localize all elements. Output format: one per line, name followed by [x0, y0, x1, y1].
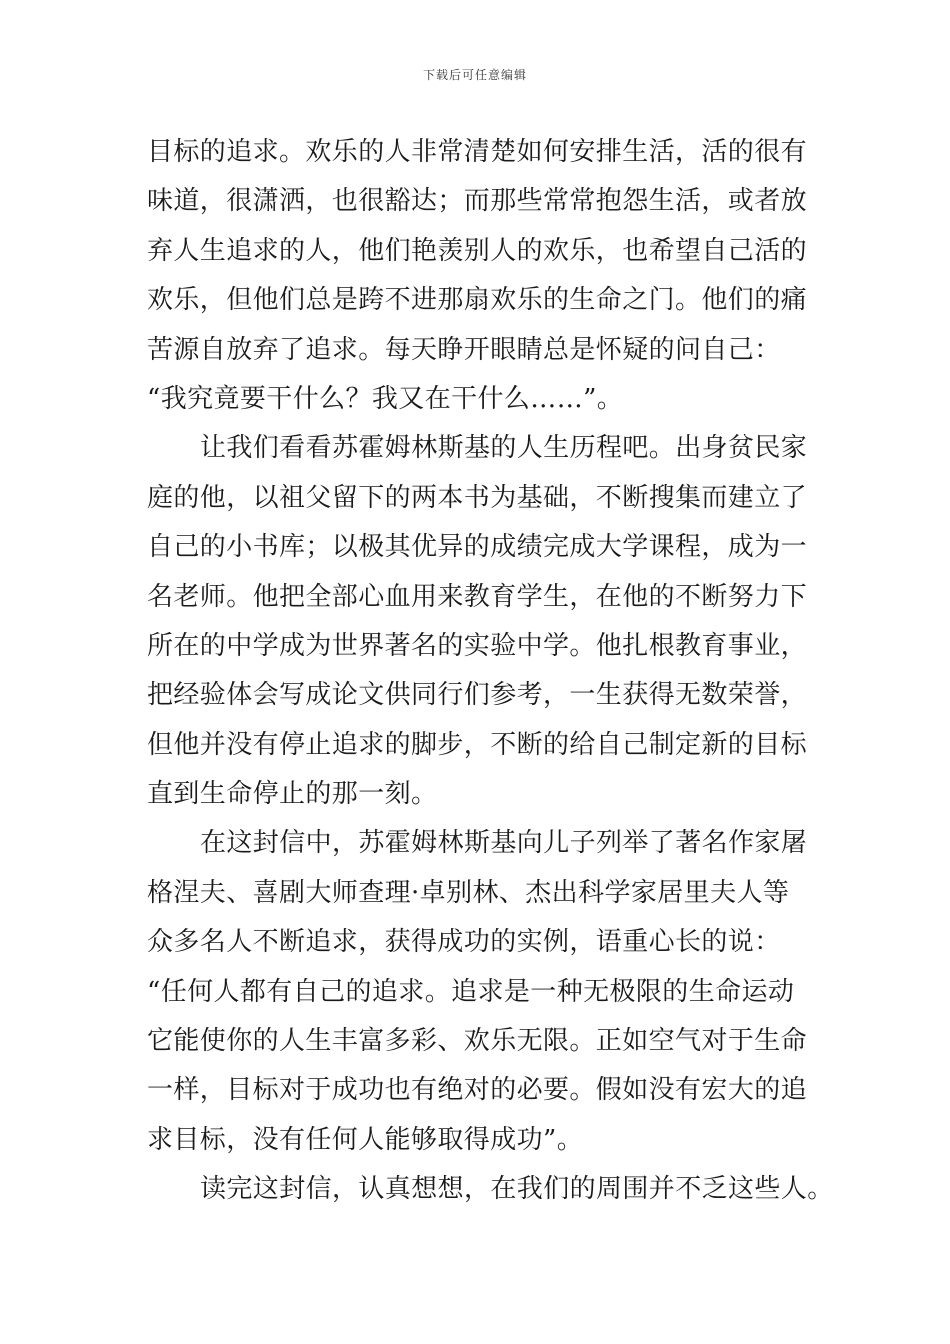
- text-line: 目标的追求。欢乐的人非常清楚如何安排生活，活的很有: [147, 137, 808, 167]
- text-line: 求目标，没有任何人能够取得成功”。: [147, 1124, 584, 1155]
- text-line: 直到生命停止的那一刻。: [147, 779, 438, 810]
- text-line: 所在的中学成为世界著名的实验中学。他扎根教育事业，: [147, 630, 808, 661]
- text-line: 名老师。他把全部心血用来教育学生，在他的不断努力下: [147, 581, 808, 612]
- body-text: [147, 128, 834, 1215]
- text-line: 味道，很潇洒，也很豁达；而那些常常抱怨生活，或者放: [147, 186, 808, 217]
- text-line: 欢乐，但他们总是跨不进那扇欢乐的生命之门。他们的痛: [147, 285, 808, 316]
- text-line: 一样，目标对于成功也有绝对的必要。假如没有宏大的追: [147, 1075, 808, 1106]
- text-line: “任何人都有自己的追求。追求是一种无极限的生命运动: [147, 976, 795, 1007]
- text-line: 在这封信中，苏霍姆林斯基向儿子列举了著名作家屠: [200, 828, 808, 859]
- text-line: 苦源自放弃了追求。每天睁开眼睛总是怀疑的问自己：: [147, 334, 781, 365]
- text-line: 但他并没有停止追求的脚步，不断的给自己制定新的目标: [147, 729, 808, 760]
- text-line: 它能使你的人生丰富多彩、欢乐无限。正如空气对于生命: [147, 1026, 808, 1057]
- text-line: 读完这封信，认真想想，在我们的周围并不乏这些人。: [200, 1174, 834, 1205]
- text-line: 庭的他，以祖父留下的两本书为基础，不断搜集而建立了: [147, 482, 808, 513]
- text-line: 众多名人不断追求，获得成功的实例，语重心长的说：: [147, 927, 781, 958]
- text-line: 弃人生追求的人，他们艳羡别人的欢乐，也希望自己活的: [147, 235, 808, 266]
- text-line: 把经验体会写成论文供同行们参考，一生获得无数荣誉，: [147, 680, 808, 711]
- text-line: 格涅夫、喜剧大师查理·卓别林、杰出科学家居里夫人等: [147, 877, 790, 908]
- text-line: 自己的小书库；以极其优异的成绩完成大学课程，成为一: [147, 532, 808, 563]
- text-line: 让我们看看苏霍姆林斯基的人生历程吧。出身贫民家: [200, 433, 808, 464]
- text-line: “我究竟要干什么？我又在干什么……”。: [147, 383, 624, 414]
- page-header: 下载后可任意编辑: [422, 68, 527, 82]
